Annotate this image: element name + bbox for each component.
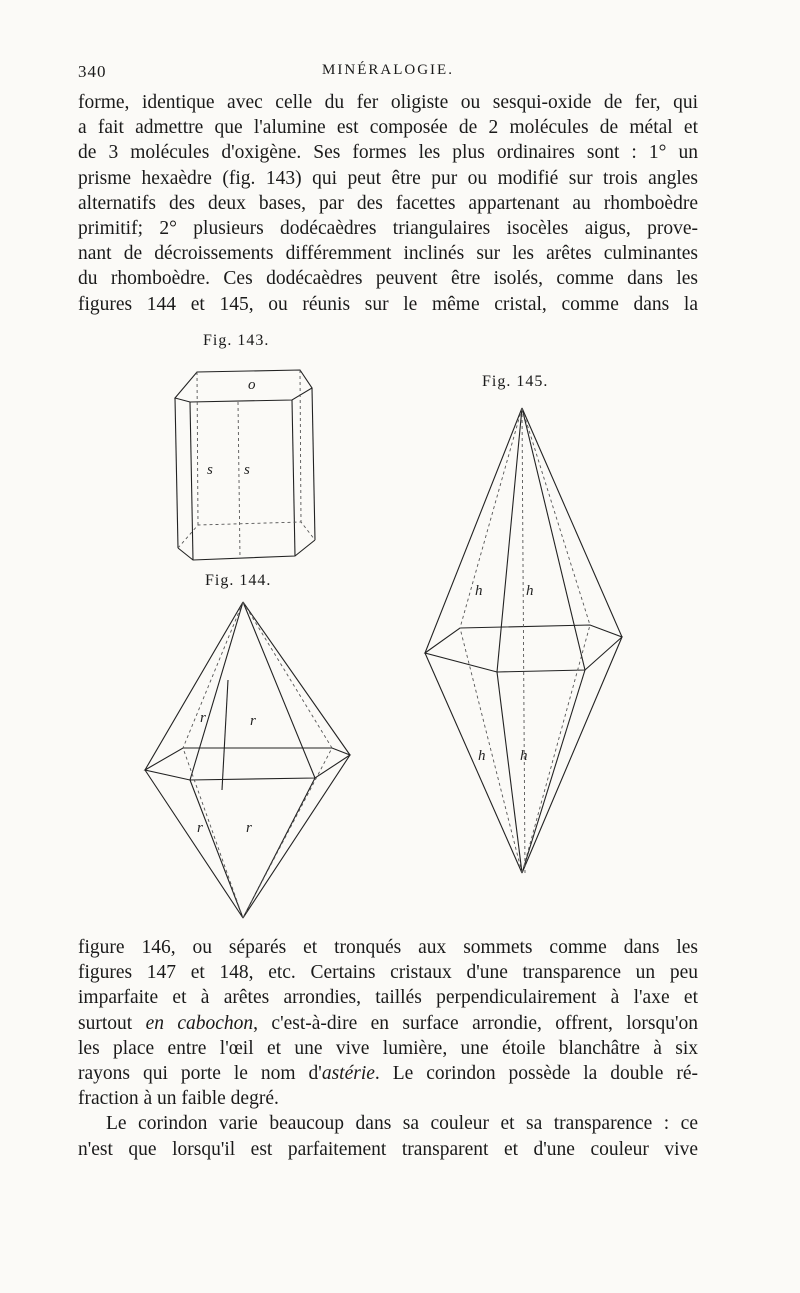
figure-144-caption: Fig. 144.	[205, 572, 272, 589]
figure-143-prism	[175, 370, 315, 560]
text-line: figures 144 et 145, ou réunis sur le même cristal, comme dans la	[78, 293, 698, 315]
text-line: n'est que lorsqu'il est parfaitement transparent et d'une couleur vive	[78, 1138, 698, 1160]
text-segment: surtout	[78, 1012, 133, 1034]
face-label: s	[244, 462, 250, 478]
running-head: MINÉRALOGIE.	[322, 62, 454, 78]
text-line	[78, 1011, 698, 1036]
text-line: forme, identique avec celle du fer oligiste ou sesqui-oxide de fer, qui	[78, 92, 698, 113]
text-segment: , c'est-à-dire en surface arrondie, offrent, lorsqu'on	[253, 1012, 699, 1034]
figure-145-dodecahedron	[425, 408, 622, 873]
paragraph-2	[78, 935, 698, 1162]
figure-144-dodecahedron	[145, 602, 350, 918]
text-line: du rhomboèdre. Ces dodécaèdres peuvent être isolés, comme dans les	[78, 268, 698, 290]
face-label: h	[520, 748, 528, 764]
face-label: r	[197, 820, 203, 836]
text-line: fraction à un faible degré.	[78, 1088, 279, 1110]
text-line: alternatifs des deux bases, par des facettes appartenant au rhomboèdre	[78, 192, 698, 214]
italic-term: astérie	[321, 1063, 375, 1085]
face-label: s	[207, 462, 213, 478]
text-line: Le corindon varie beaucoup dans sa couleur et sa transparence : ce	[106, 1113, 698, 1135]
text-segment: rayons qui porte le nom d'	[78, 1063, 322, 1085]
face-label: r	[200, 710, 206, 726]
text-line: a fait admettre que l'alumine est composée de 2 molécules de métal et	[78, 117, 698, 139]
page-number: 340	[78, 62, 107, 81]
face-label: h	[478, 748, 486, 764]
text-line: prisme hexaèdre (fig. 143) qui peut être pur ou modifié sur trois angles	[78, 167, 698, 189]
face-label: o	[248, 377, 256, 393]
text-line: imparfaite et à arêtes arrondies, taillés perpendiculairement à l'axe et	[78, 987, 698, 1009]
text-line: de 3 molécules d'oxigène. Ses formes les plus ordinaires sont : 1° un	[78, 142, 698, 164]
figure-145-caption: Fig. 145.	[482, 373, 549, 390]
face-label: r	[246, 820, 252, 836]
text-line: figure 146, ou séparés et tronqués aux sommets comme dans les	[78, 937, 698, 958]
face-label: r	[250, 713, 256, 729]
face-label: h	[526, 583, 534, 599]
text-segment: . Le corindon possède la double ré-	[374, 1063, 698, 1085]
text-line: nant de décroissements différemment inclinés sur les arêtes culminantes	[78, 243, 698, 265]
text-line	[78, 1061, 698, 1086]
face-label: h	[475, 583, 483, 599]
text-line: figures 147 et 148, etc. Certains cristaux d'une transparence un peu	[78, 962, 698, 984]
text-line: les place entre l'œil et une vive lumière, une étoile blanchâtre à six	[78, 1037, 698, 1059]
italic-term: en cabochon	[145, 1012, 254, 1034]
figure-143-caption: Fig. 143.	[203, 332, 270, 349]
text-line: primitif; 2° plusieurs dodécaèdres triangulaires isocèles aigus, prove-	[78, 218, 698, 240]
